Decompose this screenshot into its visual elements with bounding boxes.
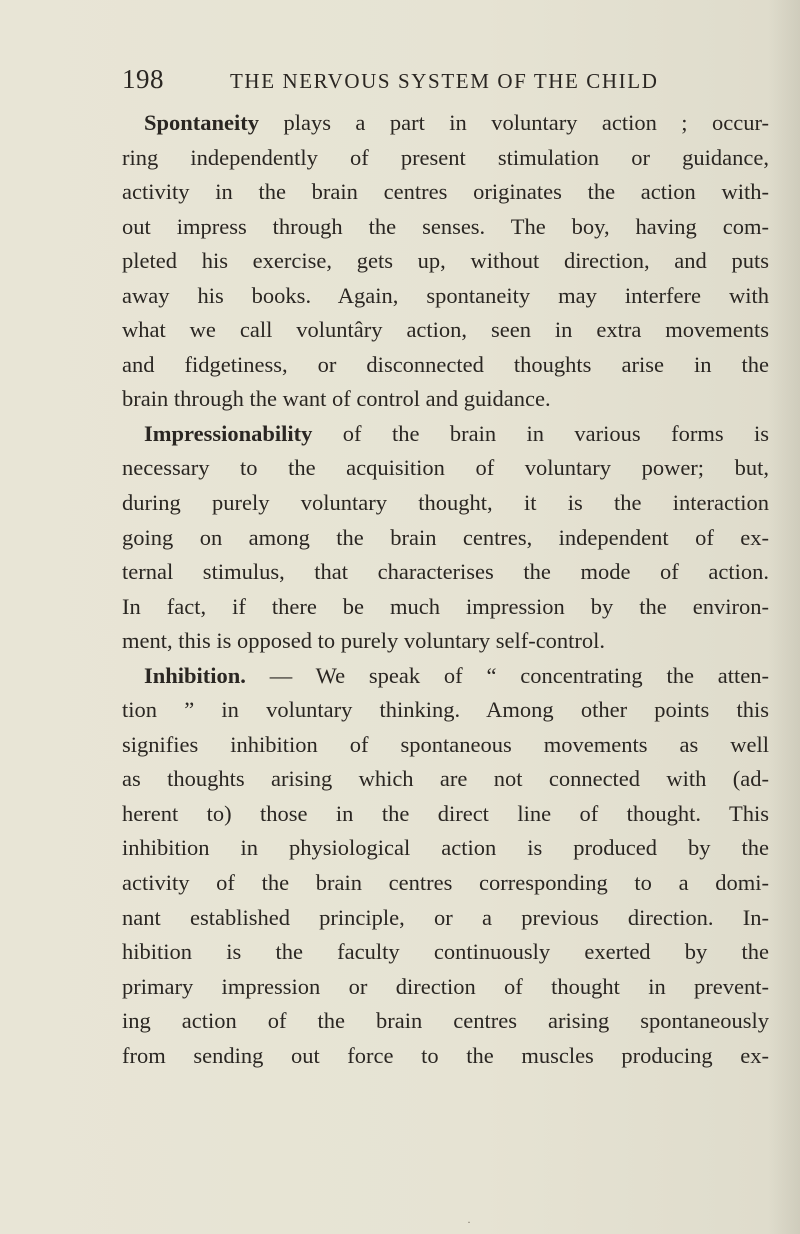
text-line: and fidgetiness, or disconnected thoughts arise in the: [122, 351, 769, 377]
body-text: [122, 106, 769, 1073]
text-line: what we call voluntâry action, seen in extra movements: [122, 317, 769, 343]
text-line: herent to) those in the direct line of thought. This: [122, 800, 769, 826]
text-line: pleted his exercise, gets up, without direction, and puts: [122, 248, 769, 274]
line-text: plays a part in voluntary action ; occur-: [259, 110, 769, 135]
text-line: out impress through the senses. The boy, having com-: [122, 213, 769, 239]
page-header: [122, 64, 682, 98]
text-line: brain through the want of control and guidance.: [122, 386, 551, 412]
text-line: ment, this is opposed to purely voluntary self-control.: [122, 628, 606, 654]
running-title: THE NERVOUS SYSTEM OF THE CHILD: [230, 69, 659, 93]
text-line: [122, 417, 769, 452]
text-line: activity of the brain centres corresponding to a domi-: [122, 870, 769, 896]
text-line: during purely voluntary thought, it is the interaction: [122, 490, 769, 516]
text-line: as thoughts arising which are not connected with (ad-: [122, 766, 769, 792]
text-line: ring independently of present stimulation or guidance,: [122, 144, 769, 170]
text-line: ternal stimulus, that characterises the mode of action.: [122, 559, 769, 585]
text-line: from sending out force to the muscles producing ex-: [122, 1042, 769, 1068]
text-line: hibition is the faculty continuously exerted by the: [122, 939, 769, 965]
text-line: tion ” in voluntary thinking. Among other points this: [122, 697, 769, 723]
text-line: [122, 106, 769, 141]
text-line: signifies inhibition of spontaneous movements as well: [122, 731, 769, 757]
line-text: of the brain in various forms is: [312, 420, 769, 446]
paragraph-heading: Inhibition.: [144, 662, 246, 688]
paragraph-heading: Spontaneity: [144, 110, 260, 135]
text-line: primary impression or direction of thought in prevent-: [122, 973, 769, 999]
ink-speck: ·: [467, 1215, 471, 1229]
text-line: In fact, if there be much impression by the environ-: [122, 593, 769, 619]
line-text: — We speak of “ concentrating the atten-: [245, 662, 769, 688]
text-line: going on among the brain centres, independent of ex-: [122, 524, 769, 550]
text-line: nant established principle, or a previous direction. In-: [122, 904, 769, 930]
paragraph-heading: Impressionability: [144, 420, 313, 446]
text-line: [122, 659, 769, 694]
page-number: 198: [122, 64, 164, 94]
text-line: necessary to the acquisition of voluntary power; but,: [122, 455, 769, 481]
text-line: activity in the brain centres originates the action with-: [122, 179, 769, 205]
text-line: ing action of the brain centres arising spontaneously: [122, 1008, 769, 1034]
text-line: inhibition in physiological action is produced by the: [122, 835, 769, 861]
text-line: away his books. Again, spontaneity may interfere with: [122, 282, 769, 308]
